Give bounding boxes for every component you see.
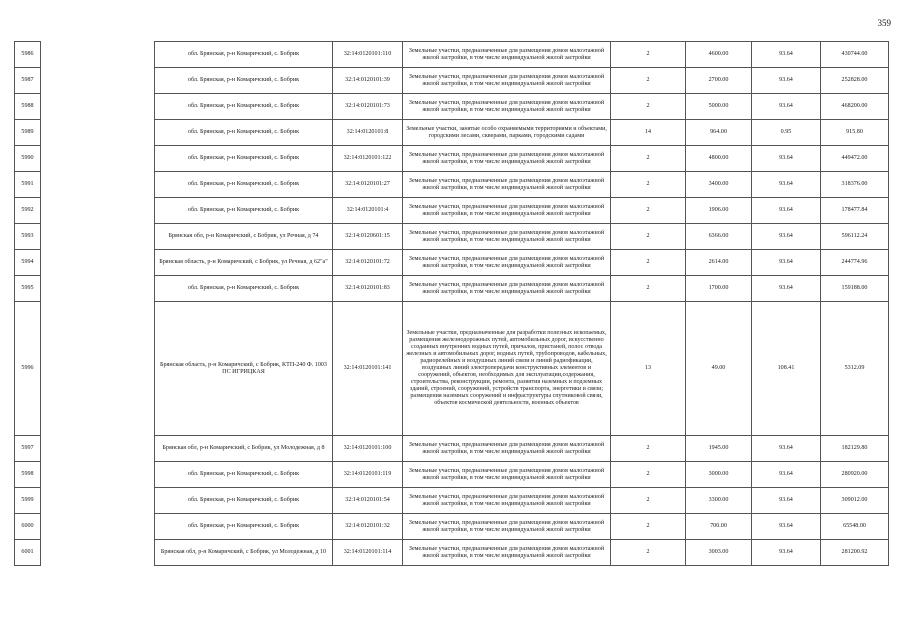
area-cell: 2614.00 bbox=[686, 250, 752, 276]
address-cell: обл. Брянская, р-н Комаричский, с. Бобрик bbox=[155, 146, 333, 172]
area-cell: 1906.00 bbox=[686, 198, 752, 224]
land-use-cell: Земельные участки, предназначенные для размещения домов малоэтажной жилой застройки, в том числе индивидуальной жилой застройки bbox=[403, 198, 611, 224]
row-number-cell: 5989 bbox=[15, 120, 41, 146]
category-cell: 14 bbox=[611, 120, 686, 146]
category-cell: 2 bbox=[611, 172, 686, 198]
table-row bbox=[15, 488, 889, 514]
table-row bbox=[15, 436, 889, 462]
empty-cell bbox=[41, 120, 155, 146]
cadastral-value-cell: 252828.00 bbox=[821, 68, 889, 94]
land-use-cell: Земельные участки, предназначенные для размещения домов малоэтажной жилой застройки, в том числе индивидуальной жилой застройки bbox=[403, 276, 611, 302]
specific-value-cell: 93.64 bbox=[752, 94, 821, 120]
address-cell: обл. Брянская, р-н Комаричский, с. Бобрик bbox=[155, 94, 333, 120]
address-cell: Брянская обл, р-н Комаричский, с Бобрик, ул Речная, д 74 bbox=[155, 224, 333, 250]
address-cell: обл. Брянская, р-н Комаричский, с. Бобрик bbox=[155, 68, 333, 94]
category-cell: 2 bbox=[611, 68, 686, 94]
area-cell: 5000.00 bbox=[686, 94, 752, 120]
row-number-cell: 5994 bbox=[15, 250, 41, 276]
cadastral-number-cell: 32:14:0120101:73 bbox=[333, 94, 403, 120]
empty-cell bbox=[41, 250, 155, 276]
row-number-cell: 5998 bbox=[15, 462, 41, 488]
table-row bbox=[15, 540, 889, 566]
land-use-cell: Земельные участки, предназначенные для размещения домов малоэтажной жилой застройки, в том числе индивидуальной жилой застройки bbox=[403, 224, 611, 250]
empty-cell bbox=[41, 488, 155, 514]
cadastral-number-cell: 32:14:0120101:119 bbox=[333, 462, 403, 488]
specific-value-cell: 93.64 bbox=[752, 68, 821, 94]
row-number-cell: 6001 bbox=[15, 540, 41, 566]
table-row bbox=[15, 172, 889, 198]
area-cell: 3003.00 bbox=[686, 540, 752, 566]
table-row bbox=[15, 146, 889, 172]
table-row bbox=[15, 462, 889, 488]
row-number-cell: 5991 bbox=[15, 172, 41, 198]
specific-value-cell: 93.64 bbox=[752, 172, 821, 198]
cadastral-number-cell: 32:14:0120101:100 bbox=[333, 436, 403, 462]
cadastral-value-cell: 281200.92 bbox=[821, 540, 889, 566]
empty-cell bbox=[41, 540, 155, 566]
address-cell: Брянская обл, р-н Комаричский, с Бобрик, ул Молодежная, д 8 bbox=[155, 436, 333, 462]
category-cell: 2 bbox=[611, 250, 686, 276]
category-cell: 2 bbox=[611, 224, 686, 250]
area-cell: 49.00 bbox=[686, 302, 752, 436]
cadastral-number-cell: 32:14:0120101:54 bbox=[333, 488, 403, 514]
table-row bbox=[15, 198, 889, 224]
cadastral-value-cell: 596112.24 bbox=[821, 224, 889, 250]
cadastral-number-cell: 32:14:0120101:72 bbox=[333, 250, 403, 276]
table-body bbox=[15, 42, 889, 566]
cadastral-number-cell: 32:14:0120101:27 bbox=[333, 172, 403, 198]
land-use-cell: Земельные участки, предназначенные для размещения домов малоэтажной жилой застройки, в том числе индивидуальной жилой застройки bbox=[403, 540, 611, 566]
specific-value-cell: 93.64 bbox=[752, 488, 821, 514]
table-row bbox=[15, 276, 889, 302]
table-row bbox=[15, 68, 889, 94]
address-cell: обл. Брянская, р-н Комаричский, с. Бобрик bbox=[155, 120, 333, 146]
row-number-cell: 5992 bbox=[15, 198, 41, 224]
address-cell: обл. Брянская, р-н Комаричский, с. Бобрик bbox=[155, 172, 333, 198]
category-cell: 2 bbox=[611, 198, 686, 224]
category-cell: 2 bbox=[611, 540, 686, 566]
cadastral-value-cell: 65548.00 bbox=[821, 514, 889, 540]
specific-value-cell: 93.64 bbox=[752, 514, 821, 540]
category-cell: 2 bbox=[611, 276, 686, 302]
table-row bbox=[15, 42, 889, 68]
specific-value-cell: 93.64 bbox=[752, 42, 821, 68]
cadastral-number-cell: 32:14:0120101:8 bbox=[333, 120, 403, 146]
land-use-cell: Земельные участки, предназначенные для размещения домов малоэтажной жилой застройки, в том числе индивидуальной жилой застройки bbox=[403, 462, 611, 488]
address-cell: обл. Брянская, р-н Комаричский, с. Бобрик bbox=[155, 514, 333, 540]
address-cell: Брянская область, р-н Комаричский, с Бобрик, ул Речная, д 62"а" bbox=[155, 250, 333, 276]
cadastral-number-cell: 32:14:0120101:32 bbox=[333, 514, 403, 540]
cadastral-value-cell: 309012.00 bbox=[821, 488, 889, 514]
cadastral-value-cell: 468200.00 bbox=[821, 94, 889, 120]
cadastral-value-cell: 182129.80 bbox=[821, 436, 889, 462]
row-number-cell: 5999 bbox=[15, 488, 41, 514]
land-use-cell: Земельные участки, предназначенные для размещения домов малоэтажной жилой застройки, в том числе индивидуальной жилой застройки bbox=[403, 514, 611, 540]
category-cell: 2 bbox=[611, 488, 686, 514]
cadastral-number-cell: 32:14:0120101:83 bbox=[333, 276, 403, 302]
cadastral-value-cell: 318376.00 bbox=[821, 172, 889, 198]
empty-cell bbox=[41, 462, 155, 488]
cadastral-value-cell: 280920.00 bbox=[821, 462, 889, 488]
empty-cell bbox=[41, 172, 155, 198]
specific-value-cell: 93.64 bbox=[752, 224, 821, 250]
area-cell: 700.00 bbox=[686, 514, 752, 540]
empty-cell bbox=[41, 94, 155, 120]
specific-value-cell: 93.64 bbox=[752, 276, 821, 302]
category-cell: 2 bbox=[611, 514, 686, 540]
area-cell: 964.00 bbox=[686, 120, 752, 146]
row-number-cell: 6000 bbox=[15, 514, 41, 540]
empty-cell bbox=[41, 276, 155, 302]
cadastral-value-cell: 915.80 bbox=[821, 120, 889, 146]
land-use-cell: Земельные участки, предназначенные для разработки полезных ископаемых, размещения железнодорожных путей, автомобильных дорог, искусственно созданных внутренних водных путей, причалов, пристаней, полос отвода железных и автомобильных дорог, водных путей, трубопроводов, кабельных, радиорелейных и воздушных линий связи и линий радиофикации, воздушных линий электропередачи конструктивных элементов и сооружений, объектов, необходимых для эксплуатации,содержания, строительства, реконструкции, ремонта, развития наземных и подземных зданий, строений, сооружений, устройств транспорта, энергетики и связи; размещения наземных сооружений и инфраструктуры спутниковой связи, объектов космической деятельности, военных объектов bbox=[403, 302, 611, 436]
land-use-cell: Земельные участки, предназначенные для размещения домов малоэтажной жилой застройки, в том числе индивидуальной жилой застройки bbox=[403, 146, 611, 172]
cadastral-value-cell: 449472.00 bbox=[821, 146, 889, 172]
table-row bbox=[15, 302, 889, 436]
area-cell: 3300.00 bbox=[686, 488, 752, 514]
row-number-cell: 5997 bbox=[15, 436, 41, 462]
row-number-cell: 5993 bbox=[15, 224, 41, 250]
address-cell: обл. Брянская, р-н Комаричский, с. Бобрик bbox=[155, 488, 333, 514]
area-cell: 3400.00 bbox=[686, 172, 752, 198]
area-cell: 4800.00 bbox=[686, 146, 752, 172]
cadastral-number-cell: 32:14:0120101:110 bbox=[333, 42, 403, 68]
specific-value-cell: 93.64 bbox=[752, 462, 821, 488]
table-row bbox=[15, 250, 889, 276]
address-cell: обл. Брянская, р-н Комаричский, с. Бобрик bbox=[155, 42, 333, 68]
row-number-cell: 5988 bbox=[15, 94, 41, 120]
address-cell: обл. Брянская, р-н Комаричский, с. Бобрик bbox=[155, 198, 333, 224]
land-use-cell: Земельные участки, предназначенные для размещения домов малоэтажной жилой застройки, в том числе индивидуальной жилой застройки bbox=[403, 172, 611, 198]
area-cell: 6366.00 bbox=[686, 224, 752, 250]
category-cell: 2 bbox=[611, 462, 686, 488]
cadastral-value-cell: 430744.00 bbox=[821, 42, 889, 68]
category-cell: 13 bbox=[611, 302, 686, 436]
empty-cell bbox=[41, 514, 155, 540]
land-use-cell: Земельные участки, занятые особо охраняемыми территориями и объектами, городскими лесами, скверами, парками, городскими садами bbox=[403, 120, 611, 146]
land-registry-table bbox=[14, 41, 889, 566]
land-use-cell: Земельные участки, предназначенные для размещения домов малоэтажной жилой застройки, в том числе индивидуальной жилой застройки bbox=[403, 436, 611, 462]
cadastral-number-cell: 32:14:0120101:4 bbox=[333, 198, 403, 224]
cadastral-number-cell: 32:14:0120101:141 bbox=[333, 302, 403, 436]
empty-cell bbox=[41, 198, 155, 224]
specific-value-cell: 108.41 bbox=[752, 302, 821, 436]
specific-value-cell: 0.95 bbox=[752, 120, 821, 146]
row-number-cell: 5996 bbox=[15, 302, 41, 436]
address-cell: обл. Брянская, р-н Комаричский, с. Бобрик bbox=[155, 276, 333, 302]
category-cell: 2 bbox=[611, 94, 686, 120]
land-use-cell: Земельные участки, предназначенные для размещения домов малоэтажной жилой застройки, в том числе индивидуальной жилой застройки bbox=[403, 250, 611, 276]
empty-cell bbox=[41, 224, 155, 250]
address-cell: Брянская область, р-н Комаричский, с Бобрик, КТП-240 Ф. 1003 ПС ИГРИЦКАЯ bbox=[155, 302, 333, 436]
category-cell: 2 bbox=[611, 42, 686, 68]
page-number: 359 bbox=[877, 18, 891, 28]
area-cell: 1700.00 bbox=[686, 276, 752, 302]
specific-value-cell: 93.64 bbox=[752, 146, 821, 172]
row-number-cell: 5995 bbox=[15, 276, 41, 302]
area-cell: 4600.00 bbox=[686, 42, 752, 68]
row-number-cell: 5987 bbox=[15, 68, 41, 94]
address-cell: Брянская обл, р-н Комаричский, с Бобрик, ул Молодежная, д 10 bbox=[155, 540, 333, 566]
row-number-cell: 5986 bbox=[15, 42, 41, 68]
land-use-cell: Земельные участки, предназначенные для размещения домов малоэтажной жилой застройки, в том числе индивидуальной жилой застройки bbox=[403, 42, 611, 68]
cadastral-value-cell: 159188.00 bbox=[821, 276, 889, 302]
area-cell: 1945.00 bbox=[686, 436, 752, 462]
category-cell: 2 bbox=[611, 146, 686, 172]
table-row bbox=[15, 224, 889, 250]
empty-cell bbox=[41, 68, 155, 94]
land-use-cell: Земельные участки, предназначенные для размещения домов малоэтажной жилой застройки, в том числе индивидуальной жилой застройки bbox=[403, 488, 611, 514]
table-row bbox=[15, 120, 889, 146]
cadastral-value-cell: 178477.84 bbox=[821, 198, 889, 224]
cadastral-number-cell: 32:14:0120101:39 bbox=[333, 68, 403, 94]
area-cell: 2700.00 bbox=[686, 68, 752, 94]
specific-value-cell: 93.64 bbox=[752, 250, 821, 276]
cadastral-number-cell: 32:14:0120101:114 bbox=[333, 540, 403, 566]
cadastral-number-cell: 32:14:0120101:122 bbox=[333, 146, 403, 172]
land-use-cell: Земельные участки, предназначенные для размещения домов малоэтажной жилой застройки, в том числе индивидуальной жилой застройки bbox=[403, 94, 611, 120]
specific-value-cell: 93.64 bbox=[752, 436, 821, 462]
area-cell: 3000.00 bbox=[686, 462, 752, 488]
table-row bbox=[15, 514, 889, 540]
category-cell: 2 bbox=[611, 436, 686, 462]
cadastral-number-cell: 32:14:0120601:15 bbox=[333, 224, 403, 250]
land-use-cell: Земельные участки, предназначенные для размещения домов малоэтажной жилой застройки, в том числе индивидуальной жилой застройки bbox=[403, 68, 611, 94]
empty-cell bbox=[41, 436, 155, 462]
specific-value-cell: 93.64 bbox=[752, 198, 821, 224]
specific-value-cell: 93.64 bbox=[752, 540, 821, 566]
empty-cell bbox=[41, 42, 155, 68]
empty-cell bbox=[41, 146, 155, 172]
cadastral-value-cell: 244774.96 bbox=[821, 250, 889, 276]
empty-cell bbox=[41, 302, 155, 436]
cadastral-value-cell: 5312.09 bbox=[821, 302, 889, 436]
table-row bbox=[15, 94, 889, 120]
row-number-cell: 5990 bbox=[15, 146, 41, 172]
address-cell: обл. Брянская, р-н Комаричский, с. Бобрик bbox=[155, 462, 333, 488]
